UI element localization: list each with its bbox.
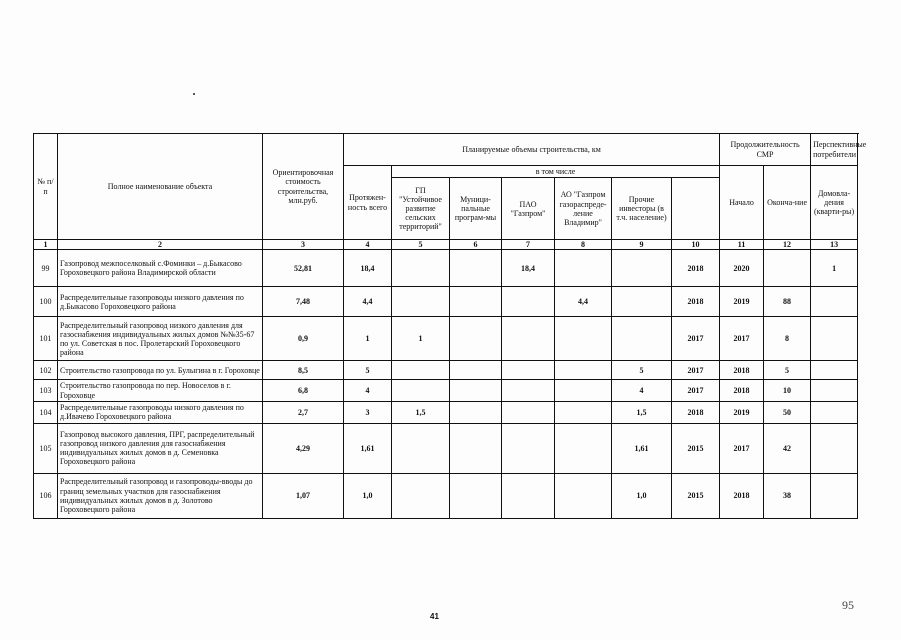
cell-households: 42 [764,423,811,473]
cell-municipal-length [450,287,502,317]
cell-pao-gazprom-length [502,361,555,380]
cell-municipal-length [450,317,502,361]
cell-gp-length [392,473,450,518]
cell-other-investors-length: 5 [612,361,672,380]
cell-end-year: 2020 [720,250,764,287]
cell-gp-length [392,380,450,401]
cell-gp-length [392,361,450,380]
column-number: 9 [612,240,672,250]
cell-cost: 52,81 [263,250,344,287]
cell-ao-gazprom-length [555,380,612,401]
cell-ao-gazprom-length [555,250,612,287]
cell-households: 38 [764,473,811,518]
table-row [34,473,858,518]
cell-end-year: 2017 [720,317,764,361]
cell-object-name: Газопровод межпоселковый с.Фоминки – д.Быкасово Гороховецкого района Владимирской области [58,250,263,287]
cell-other-investors-length: 1,61 [612,423,672,473]
cell-pao-gazprom-length [502,473,555,518]
header-group-volumes: Планируемые объемы строительства, км [344,134,720,166]
header-col-end: Оконча-ние [764,166,811,240]
cell-households: 10 [764,380,811,401]
scan-speck [193,93,195,95]
cell-object-name: Распределительный газопровод низкого давления для газоснабжения индивидуальных жилых домов №№35-67 по ул. Советская в пос. Пролетарский Гороховецкого района [58,317,263,361]
column-number: 5 [392,240,450,250]
cell-gp-length: 1,5 [392,401,450,423]
cell-row-number: 105 [34,423,58,473]
cell-start-year: 2018 [672,287,720,317]
cell-other-investors-length [612,287,672,317]
cell-row-number: 99 [34,250,58,287]
cell-row-number: 100 [34,287,58,317]
cell-ao-gazprom-length [555,317,612,361]
header-col-start: Начало [720,166,764,240]
cell-object-name: Газопровод высокого давления, ПРГ, распределительный газопровод низкого давления для газоснабжения индивидуальных жилых домов в д. Семеновка Гороховецкого района [58,423,263,473]
table-row [34,287,858,317]
cell-ao-gazprom-length [555,361,612,380]
table-row [34,250,858,287]
cell-ao-gazprom-length [555,423,612,473]
gas-pipeline-table [33,133,867,519]
cell-cost: 7,48 [263,287,344,317]
cell-start-year: 2018 [672,401,720,423]
table-row [34,361,858,380]
column-number: 6 [450,240,502,250]
cell-total-length: 5 [344,361,392,380]
cell-object-name: Распределительные газопроводы низкого давления по д.Ивачево Гороховецкого района [58,401,263,423]
header-col-muni: Муници-пальные програм-мы [450,178,502,240]
cell-object-name: Распределительный газопровод и газопроводы-вводы до границ земельных участков для газоснабжения индивидуальных жилых домов в д. Золотово Гороховецкого района [58,473,263,518]
column-number: 11 [720,240,764,250]
cell-object-name: Распределительные газопроводы низкого давления по д.Быкасово Гороховецкого района [58,287,263,317]
cell-row-number: 101 [34,317,58,361]
cell-municipal-length [450,401,502,423]
cell-other-investors-length: 1,0 [612,473,672,518]
header-col-name: Полное наименование объекта [58,134,263,240]
cell-households: 8 [764,317,811,361]
cell-boilers [811,473,858,518]
cell-total-length: 1,0 [344,473,392,518]
cell-other-investors-length: 4 [612,380,672,401]
cell-cost: 1,07 [263,473,344,518]
cell-boilers [811,361,858,380]
table-row [34,380,858,401]
header-group-duration: Продолжительность СМР [720,134,811,166]
cell-total-length: 1,61 [344,423,392,473]
cell-total-length: 4,4 [344,287,392,317]
cell-boilers [811,380,858,401]
column-number: 2 [58,240,263,250]
cell-start-year: 2015 [672,423,720,473]
cell-row-number: 104 [34,401,58,423]
cell-end-year: 2019 [720,287,764,317]
header-group-including: в том числе [392,166,720,178]
cell-end-year: 2018 [720,361,764,380]
cell-cost: 2,7 [263,401,344,423]
cell-cost: 0,9 [263,317,344,361]
cell-pao-gazprom-length [502,380,555,401]
cell-boilers [811,287,858,317]
cell-households: 88 [764,287,811,317]
cell-row-number: 103 [34,380,58,401]
cell-pao-gazprom-length [502,317,555,361]
column-number: 13 [811,240,858,250]
header-col-no: № п/п [34,134,58,240]
table-row [34,401,858,423]
column-number-row [34,240,858,250]
cell-start-year: 2015 [672,473,720,518]
cell-ao-gazprom-length [555,473,612,518]
header-col-houses: Домовла-дения (кварти-ры) [811,166,858,240]
cell-boilers [811,423,858,473]
cell-row-number: 102 [34,361,58,380]
corner-page-number: 95 [842,598,854,612]
header-col-total: Протяжен-ность всего [344,166,392,240]
cell-gp-length [392,423,450,473]
cell-total-length: 3 [344,401,392,423]
column-number: 3 [263,240,344,250]
column-number: 1 [34,240,58,250]
header-row-1 [34,134,858,166]
cell-pao-gazprom-length [502,401,555,423]
cell-ao-gazprom-length: 4,4 [555,287,612,317]
cell-ao-gazprom-length [555,401,612,423]
cell-end-year: 2017 [720,423,764,473]
cell-total-length: 4 [344,380,392,401]
cell-gp-length [392,250,450,287]
cell-cost: 6,8 [263,380,344,401]
header-col-other: Прочие инвесторы (в т.ч. население) [612,178,672,240]
cell-boilers [811,317,858,361]
column-number: 4 [344,240,392,250]
table-body [34,250,858,518]
cell-object-name: Строительство газопровода по пер. Новоселов в г. Гороховце [58,380,263,401]
column-number: 10 [672,240,720,250]
cell-start-year: 2017 [672,361,720,380]
cell-other-investors-length [612,317,672,361]
cell-municipal-length [450,250,502,287]
cell-start-year: 2017 [672,317,720,361]
cell-municipal-length [450,380,502,401]
cell-pao-gazprom-length [502,423,555,473]
cell-end-year: 2018 [720,380,764,401]
page-number: 41 [430,612,439,621]
header-group-consumers: Перспективные потребители [811,134,858,166]
cell-other-investors-length: 1,5 [612,401,672,423]
cell-start-year: 2017 [672,380,720,401]
cell-total-length: 1 [344,317,392,361]
cell-end-year: 2018 [720,473,764,518]
cell-total-length: 18,4 [344,250,392,287]
header-col-cost: Ориентировочная стоимость строительства, млн.руб. [263,134,344,240]
cell-gp-length: 1 [392,317,450,361]
column-number: 7 [502,240,555,250]
header-col-gp: ГП "Устойчивое развитие сельских территорий" [392,178,450,240]
cell-start-year: 2018 [672,250,720,287]
cell-municipal-length [450,361,502,380]
cell-boilers [811,401,858,423]
cell-households [764,250,811,287]
cell-pao-gazprom-length [502,287,555,317]
cell-row-number: 106 [34,473,58,518]
cell-object-name: Строительство газопровода по ул. Булыгина в г. Гороховце [58,361,263,380]
cell-cost: 4,29 [263,423,344,473]
header-col-pao: ПАО "Газпром" [502,178,555,240]
cell-other-investors-length [612,250,672,287]
cell-households: 5 [764,361,811,380]
cell-households: 50 [764,401,811,423]
column-number: 8 [555,240,612,250]
header-col-ao: АО "Газпром газораспреде-ление Владимир" [555,178,612,240]
cell-cost: 8,5 [263,361,344,380]
cell-gp-length [392,287,450,317]
cell-municipal-length [450,423,502,473]
cell-pao-gazprom-length: 18,4 [502,250,555,287]
table-row [34,317,858,361]
cell-end-year: 2019 [720,401,764,423]
column-number: 12 [764,240,811,250]
cell-municipal-length [450,473,502,518]
cell-boilers: 1 [811,250,858,287]
table-row [34,423,858,473]
